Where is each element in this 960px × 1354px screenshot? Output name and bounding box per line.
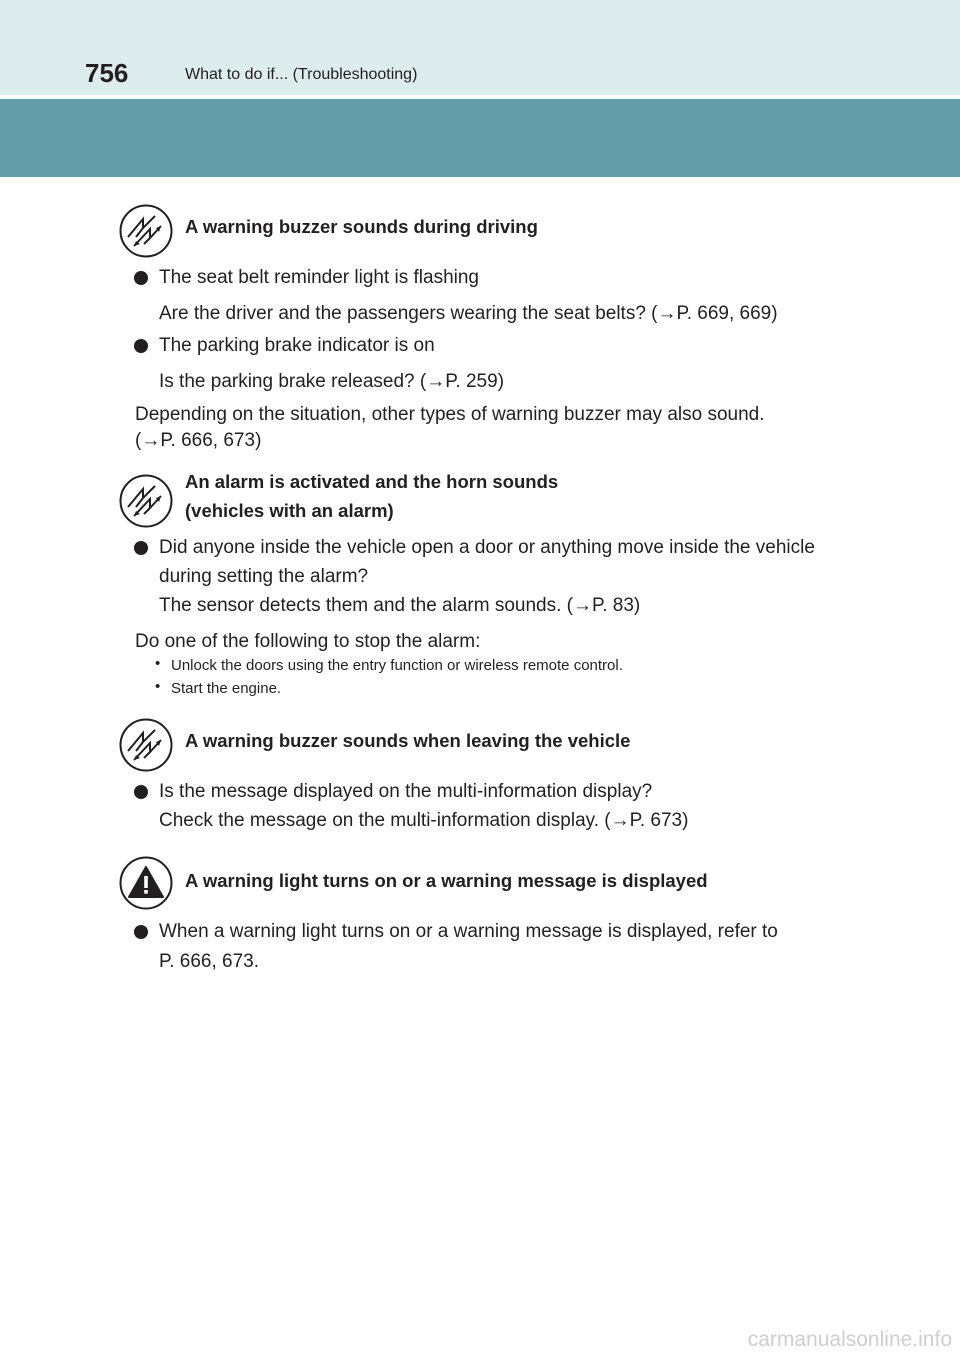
lightning-warning-icon	[119, 204, 173, 258]
sub-item: Start the engine.	[171, 680, 282, 697]
bullet-detail: Are the driver and the passengers wearing the seat belts? (→P. 669, 669)	[159, 303, 778, 324]
lightning-warning-icon	[119, 474, 173, 528]
bullet-detail: Is the parking brake released? (→P. 259)	[159, 371, 505, 392]
page-number: 756	[85, 58, 129, 88]
bullet-icon	[134, 785, 148, 799]
watermark-link[interactable]: carmanualsonline.info	[747, 1328, 952, 1351]
section-title: A warning buzzer sounds during driving	[185, 216, 538, 237]
section-title: A warning light turns on or a warning message is displayed	[185, 870, 708, 891]
bullet-text: The parking brake indicator is on	[159, 335, 435, 356]
bullet-text: The sensor detects them and the alarm sounds. (→P. 83)	[159, 595, 641, 616]
exclamation-warning-icon	[119, 856, 173, 910]
bullet-icon	[134, 339, 148, 353]
bullet-text: during setting the alarm?	[159, 566, 369, 587]
page-title: What to do if... (Troubleshooting)	[185, 66, 418, 83]
bullet-text: When a warning light turns on or a warning message is displayed, refer to	[159, 921, 778, 942]
header-band	[0, 99, 960, 177]
bullet-text: Is the message displayed on the multi-information display?	[159, 781, 653, 802]
sub-bullet: •	[155, 655, 161, 672]
section-title: (vehicles with an alarm)	[185, 500, 394, 521]
bullet-icon	[134, 541, 148, 555]
page-header	[0, 0, 960, 95]
note-text: (→P. 666, 673)	[135, 430, 262, 451]
section-title: A warning buzzer sounds when leaving the vehicle	[185, 730, 631, 751]
bullet-text: Did anyone inside the vehicle open a door or anything move inside the vehicle	[159, 537, 815, 558]
section-title: An alarm is activated and the horn sounds	[185, 471, 559, 492]
bullet-text: Check the message on the multi-information display. (→P. 673)	[159, 810, 689, 831]
bullet-text: P. 666, 673.	[159, 951, 260, 972]
bullet-icon	[134, 925, 148, 939]
sub-bullet: •	[155, 678, 161, 695]
note-text: Depending on the situation, other types of warning buzzer may also sound.	[135, 404, 765, 425]
bullet-text: The seat belt reminder light is flashing	[159, 267, 479, 288]
sub-item: Unlock the doors using the entry function or wireless remote control.	[171, 657, 623, 674]
lightning-warning-icon	[119, 718, 173, 772]
note-text: Do one of the following to stop the alarm:	[135, 631, 481, 652]
bullet-icon	[134, 271, 148, 285]
